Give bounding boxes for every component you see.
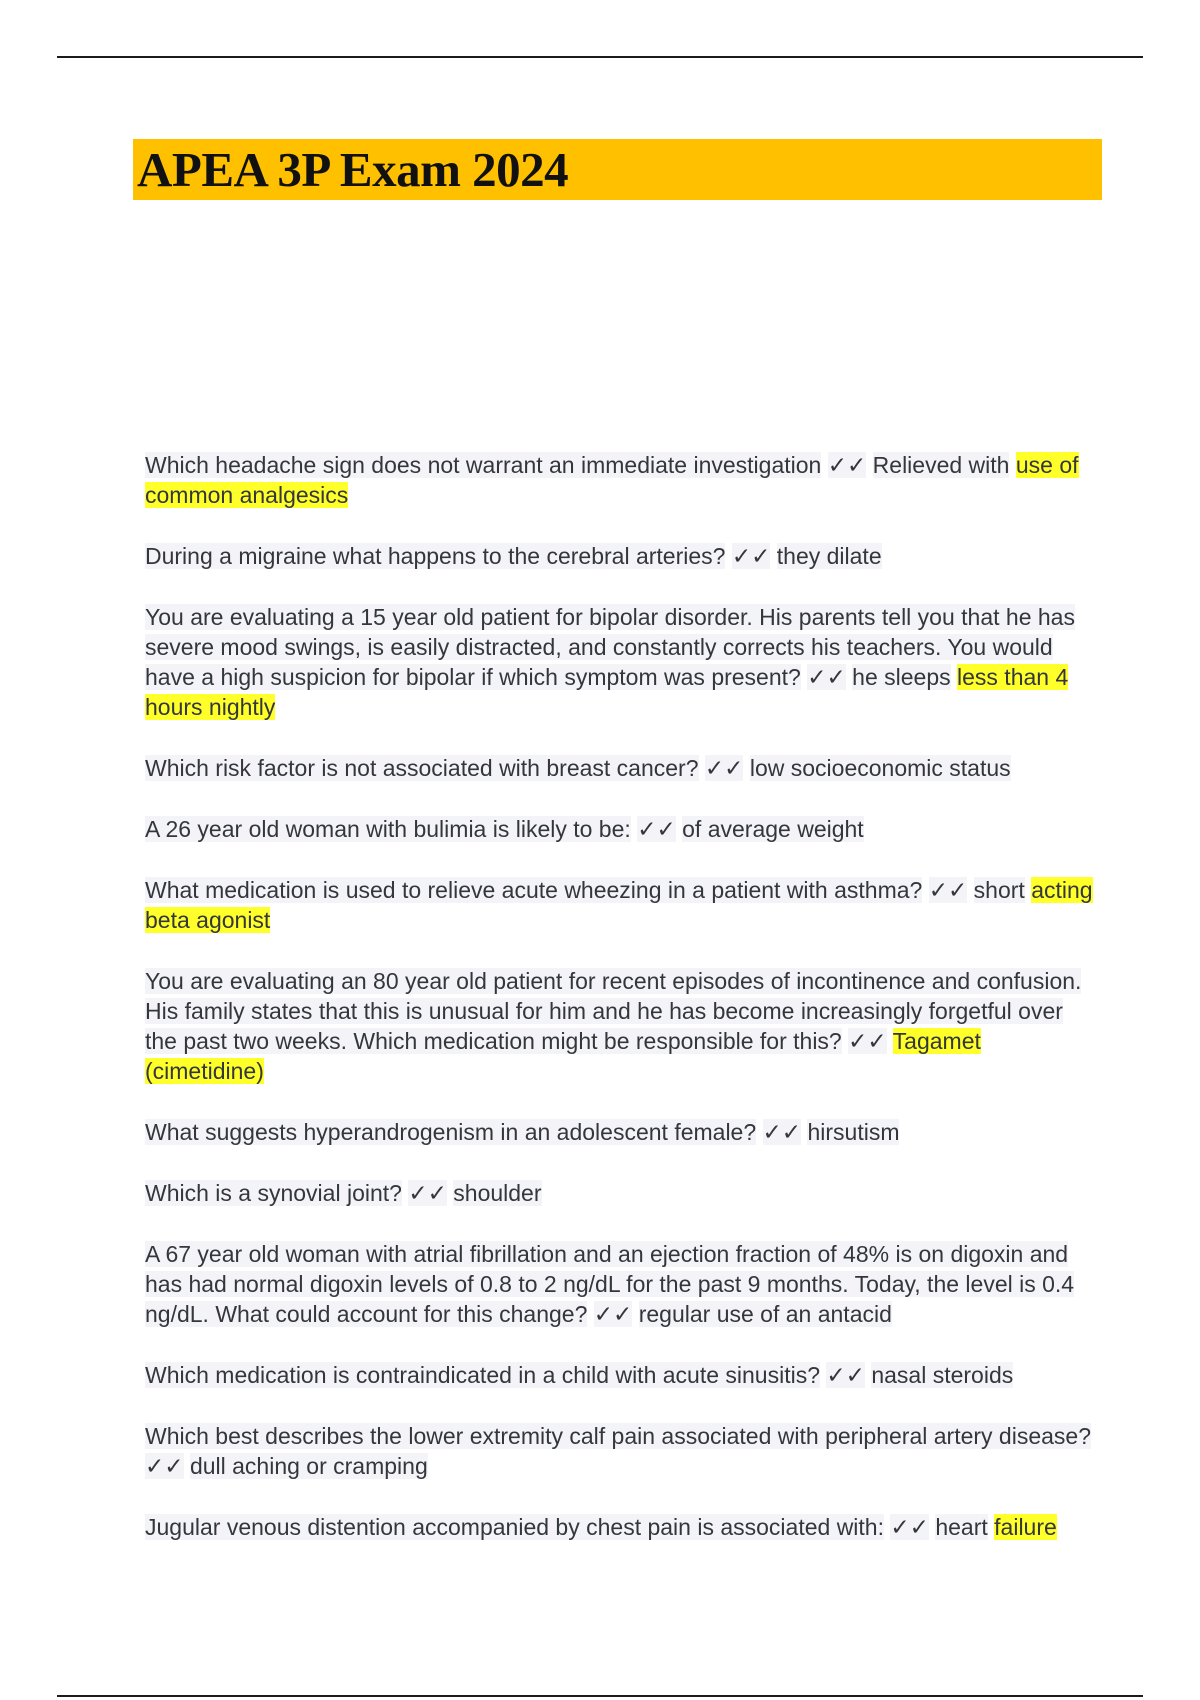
qa-item xyxy=(145,1239,1095,1329)
question-text: A 67 year old woman with atrial fibrillation and an ejection fraction of 48% is on digoxin and has had normal digoxin levels of 0.8 to 2 ng/dL for the past 9 months. Today, the level is 0.4 ng/dL. What could account for this change? xyxy=(145,1241,1075,1327)
answer-highlight: Tagamet (cimetidine) xyxy=(145,1028,981,1084)
question-text: Which is a synovial joint? xyxy=(145,1180,402,1206)
qa-item xyxy=(145,966,1095,1086)
qa-item xyxy=(145,602,1095,722)
answer-highlight: less than 4 hours nightly xyxy=(145,664,1069,720)
check-icon: ✓✓ xyxy=(826,1362,865,1388)
answer-text: he sleeps xyxy=(852,664,951,690)
check-icon: ✓✓ xyxy=(762,1119,802,1145)
question-text: What medication is used to relieve acute wheezing in a patient with asthma? xyxy=(145,877,923,903)
answer-text: heart xyxy=(935,1514,988,1540)
question-text: Which medication is contraindicated in a child with acute sinusitis? xyxy=(145,1362,820,1388)
check-icon: ✓✓ xyxy=(807,664,846,690)
qa-item xyxy=(145,541,1095,571)
answer-text: shoulder xyxy=(453,1180,542,1206)
qa-item xyxy=(145,450,1095,510)
check-icon: ✓✓ xyxy=(928,877,968,903)
qa-item xyxy=(145,1421,1095,1481)
question-text: Which headache sign does not warrant an immediate investigation xyxy=(145,452,822,478)
question-text: Which risk factor is not associated with breast cancer? xyxy=(145,755,699,781)
check-icon: ✓✓ xyxy=(890,1514,929,1540)
check-icon: ✓✓ xyxy=(637,816,676,842)
top-divider xyxy=(57,56,1143,58)
answer-text: hirsutism xyxy=(807,1119,900,1145)
qa-list xyxy=(145,450,1095,1573)
answer-text: of average weight xyxy=(682,816,864,842)
qa-item xyxy=(145,1178,1095,1208)
check-icon: ✓✓ xyxy=(731,543,771,569)
answer-text: regular use of an antacid xyxy=(638,1301,892,1327)
answer-text: dull aching or cramping xyxy=(189,1453,428,1479)
answer-highlight: use of common analgesics xyxy=(145,452,1079,508)
qa-item xyxy=(145,814,1095,844)
question-text: What suggests hyperandrogenism in an adolescent female? xyxy=(145,1119,757,1145)
check-icon: ✓✓ xyxy=(848,1028,887,1054)
answer-text: they dilate xyxy=(776,543,882,569)
question-text: A 26 year old woman with bulimia is likely to be: xyxy=(145,816,631,842)
qa-item xyxy=(145,1360,1095,1390)
check-icon: ✓✓ xyxy=(704,755,744,781)
qa-item xyxy=(145,1117,1095,1147)
answer-text: low socioeconomic status xyxy=(749,755,1011,781)
question-text: You are evaluating a 15 year old patient for bipolar disorder. His parents tell you that he has severe mood swings, is easily distracted, and constantly corrects his teachers. You would have a high suspicion for bipolar if which symptom was present? xyxy=(145,604,1075,690)
answer-highlight: failure xyxy=(994,1514,1057,1540)
page-title: APEA 3P Exam 2024 xyxy=(137,142,569,197)
question-text: You are evaluating an 80 year old patient for recent episodes of incontinence and confusion. His family states that this is unusual for him and he has become increasingly forgetful over the past two weeks. Which medication might be responsible for this? xyxy=(145,968,1082,1054)
check-icon: ✓✓ xyxy=(408,1180,447,1206)
answer-highlight: acting beta agonist xyxy=(145,877,1093,933)
answer-text: Relieved with xyxy=(872,452,1010,478)
qa-item xyxy=(145,1512,1095,1542)
qa-item xyxy=(145,753,1095,783)
answer-text: nasal steroids xyxy=(871,1362,1014,1388)
answer-text: short xyxy=(973,877,1025,903)
check-icon: ✓✓ xyxy=(827,452,867,478)
question-text: Which best describes the lower extremity calf pain associated with peripheral artery disease? xyxy=(145,1423,1091,1449)
question-text: Jugular venous distention accompanied by chest pain is associated with: xyxy=(145,1514,884,1540)
bottom-divider xyxy=(57,1695,1143,1697)
question-text: During a migraine what happens to the cerebral arteries? xyxy=(145,543,726,569)
title-banner xyxy=(133,139,1102,200)
check-icon: ✓✓ xyxy=(593,1301,633,1327)
qa-item xyxy=(145,875,1095,935)
check-icon: ✓✓ xyxy=(145,1453,184,1479)
